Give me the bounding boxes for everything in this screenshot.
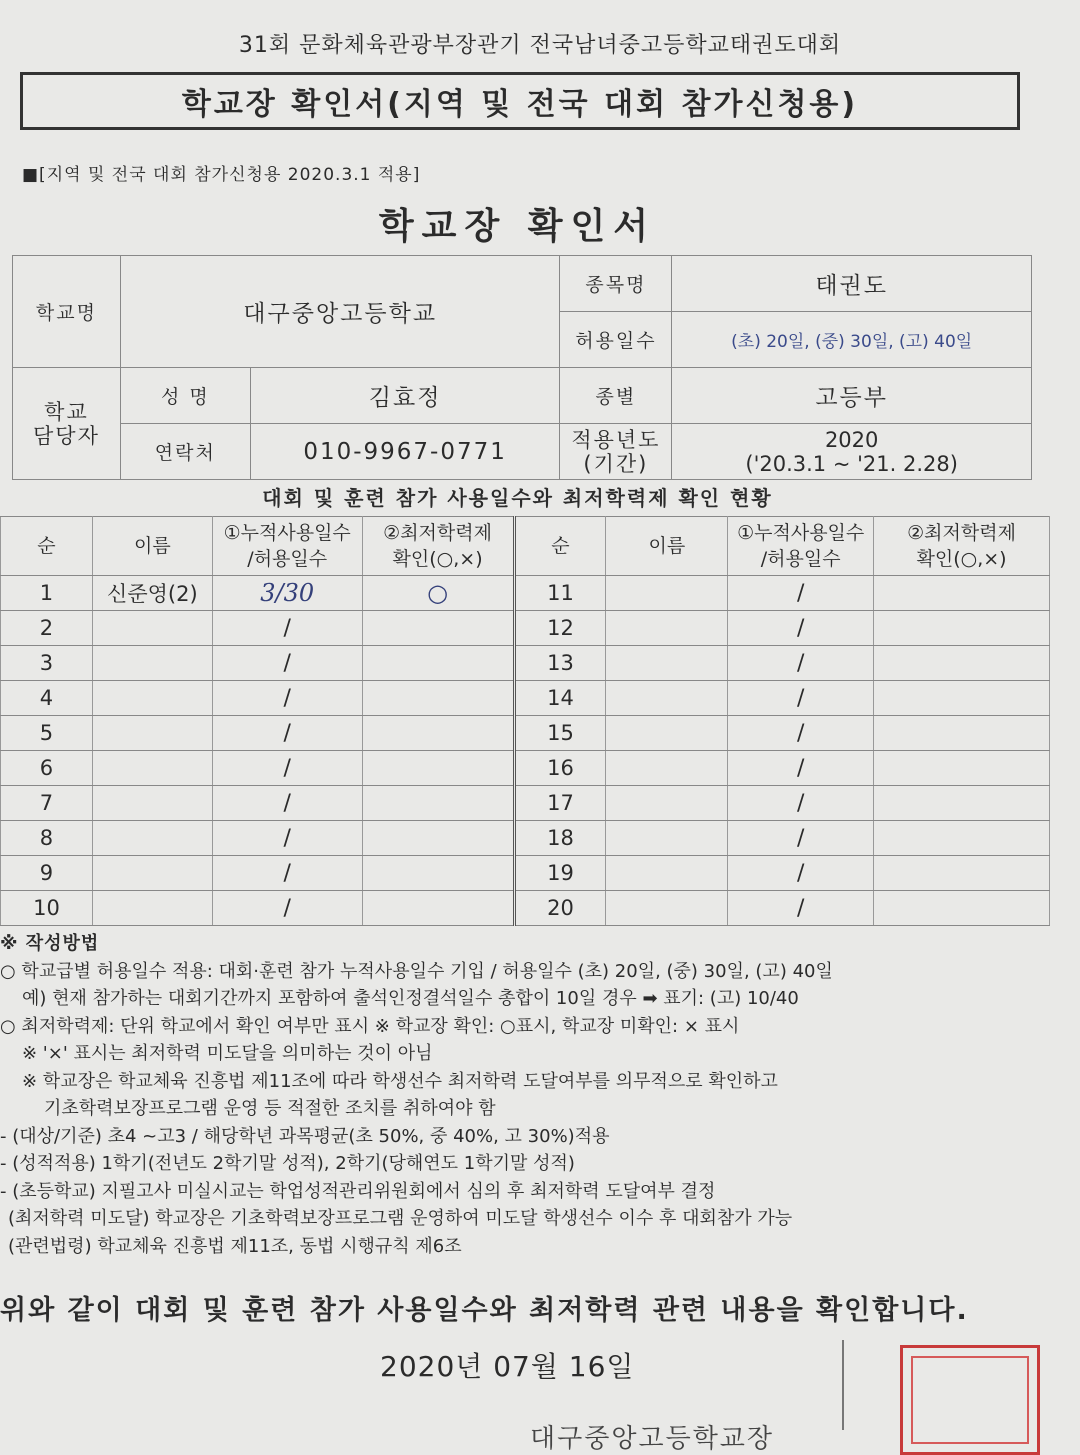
instruction-line: ○ 학교급별 허용일수 적용: 대회·훈련 참가 누적사용일수 기입 / 허용일수 (초) 20일, (중) 30일, (고) 40일: [0, 960, 833, 982]
row-check: [362, 856, 514, 891]
contact-group-label-line1: 학교: [44, 399, 89, 424]
row-uses: /: [212, 646, 362, 681]
table-row: [1, 681, 1050, 716]
header-no-right: 순: [514, 517, 606, 576]
table-row: [1, 891, 1050, 926]
row-uses: /: [212, 786, 362, 821]
row-no: 3: [1, 646, 93, 681]
contact-group-label: [13, 368, 121, 480]
row-name: [606, 576, 728, 611]
row-check: [874, 611, 1050, 646]
division-value: 고등부: [672, 368, 1032, 424]
row-check: [874, 681, 1050, 716]
row-check: [874, 716, 1050, 751]
year-value: [672, 424, 1032, 480]
row-check: [874, 576, 1050, 611]
row-name: [92, 786, 212, 821]
row-no: 14: [514, 681, 606, 716]
event-value: 태권도: [672, 256, 1032, 312]
table-row: [1, 786, 1050, 821]
event-label: 종목명: [560, 256, 672, 312]
row-uses: /: [728, 681, 874, 716]
header-check-line2: 확인(○,×): [392, 548, 483, 570]
school-value: 대구중앙고등학교: [120, 256, 560, 368]
header-uses-right: [728, 517, 874, 576]
name-value: 김효정: [250, 368, 560, 424]
row-check: [874, 786, 1050, 821]
phone-label: 연락처: [120, 424, 250, 480]
principal-name: 대구중앙고등학교장: [530, 1424, 775, 1454]
row-uses: 3/30: [212, 576, 362, 611]
row-name: [606, 821, 728, 856]
instruction-line: 기초학력보장프로그램 운영 등 적절한 조치를 취하여야 함: [44, 1098, 496, 1119]
instruction-line: ○ 최저학력제: 단위 학교에서 확인 여부만 표시 ※ 학교장 확인: ○표시, 학교장 미확인: × 표시: [0, 1015, 740, 1037]
allowance-label: 허용일수: [560, 312, 672, 368]
row-name: [92, 611, 212, 646]
instruction-line: - (성적적용) 1학기(전년도 2학기말 성적), 2학기(당해연도 1학기말 성적): [0, 1153, 575, 1174]
row-name: [606, 786, 728, 821]
row-uses: /: [212, 751, 362, 786]
row-check: [362, 646, 514, 681]
row-no: 10: [1, 891, 93, 926]
allowance-value: (초) 20일, (중) 30일, (고) 40일: [672, 312, 1032, 368]
row-uses: /: [728, 786, 874, 821]
header-check-left: [362, 517, 514, 576]
school-label: 학교명: [13, 256, 121, 368]
row-check: [874, 751, 1050, 786]
year-value-line2: ('20.3.1 ~ '21. 2.28): [745, 451, 958, 476]
row-no: 13: [514, 646, 606, 681]
row-check: [874, 891, 1050, 926]
row-name: [606, 751, 728, 786]
writing-instructions: [0, 930, 1060, 1260]
divider: [842, 1340, 844, 1430]
division-label: 종별: [560, 368, 672, 424]
instructions-heading: ※ 작성방법: [0, 933, 100, 954]
row-name: [92, 751, 212, 786]
row-name: [92, 856, 212, 891]
row-no: 20: [514, 891, 606, 926]
row-uses: /: [728, 646, 874, 681]
row-no: 2: [1, 611, 93, 646]
row-name: [92, 716, 212, 751]
header-uses-line2: /허용일수: [247, 548, 328, 570]
row-no: 9: [1, 856, 93, 891]
row-name: [606, 646, 728, 681]
row-no: 18: [514, 821, 606, 856]
row-uses: /: [212, 891, 362, 926]
table-row: [1, 751, 1050, 786]
school-seal-stamp: [900, 1345, 1040, 1455]
row-no: 6: [1, 751, 93, 786]
page-title: 학교장 확인서: [378, 206, 657, 247]
instruction-line: - (초등학교) 지필고사 미실시교는 학업성적관리위원회에서 심의 후 최저학력 도달여부 결정: [0, 1180, 716, 1202]
row-check: [362, 786, 514, 821]
row-name: [92, 891, 212, 926]
instruction-line: - (대상/기준) 초4 ~고3 / 해당학년 과목평균(초 50%, 중 40%, 고 30%)적용: [0, 1125, 610, 1147]
row-check: [874, 646, 1050, 681]
header-check-line1: ②최저학력제: [383, 522, 492, 544]
row-name: [606, 856, 728, 891]
row-name: [606, 611, 728, 646]
row-check: [362, 716, 514, 751]
row-name: [92, 681, 212, 716]
year-value-line1: 2020: [824, 427, 879, 452]
row-no: 8: [1, 821, 93, 856]
header-uses-left: [212, 517, 362, 576]
row-name: [92, 646, 212, 681]
row-uses: /: [212, 681, 362, 716]
row-name: 신준영(2): [92, 576, 212, 611]
row-no: 4: [1, 681, 93, 716]
year-label: [560, 424, 672, 480]
row-check: [362, 821, 514, 856]
roster-table: [0, 516, 1050, 926]
signature-date: 2020년 07월 16일: [380, 1350, 635, 1383]
table-row: [1, 611, 1050, 646]
row-name: [606, 891, 728, 926]
header-uses-line1: ①누적사용일수: [737, 522, 865, 544]
row-uses: /: [212, 611, 362, 646]
header-name-right: 이름: [606, 517, 728, 576]
row-check: [362, 681, 514, 716]
row-no: 7: [1, 786, 93, 821]
header-name-left: 이름: [92, 517, 212, 576]
row-uses: /: [728, 576, 874, 611]
row-no: 16: [514, 751, 606, 786]
row-no: 15: [514, 716, 606, 751]
competition-title: 31회 문화체육관광부장관기 전국남녀중고등학교태권도대회: [238, 33, 842, 58]
row-no: 1: [1, 576, 93, 611]
row-uses: /: [728, 751, 874, 786]
year-label-line1: 적용년도: [571, 427, 661, 452]
header-uses-line1: ①누적사용일수: [223, 522, 351, 544]
row-no: 11: [514, 576, 606, 611]
header-check-right: [874, 517, 1050, 576]
row-check: [362, 751, 514, 786]
row-check: [362, 891, 514, 926]
row-uses: /: [212, 821, 362, 856]
phone-value: 010-9967-0771: [250, 424, 560, 480]
year-label-line2: (기간): [583, 451, 649, 476]
school-info-table: [12, 255, 1032, 480]
row-no: 5: [1, 716, 93, 751]
row-no: 19: [514, 856, 606, 891]
table-row: [1, 646, 1050, 681]
table-row: [1, 716, 1050, 751]
row-name: [92, 821, 212, 856]
table-row: [1, 856, 1050, 891]
contact-group-label-line2: 담당자: [33, 423, 100, 448]
table-row: [1, 821, 1050, 856]
confirmation-statement: 위와 같이 대회 및 훈련 참가 사용일수와 최저학력 관련 내용을 확인합니다.: [0, 1295, 969, 1326]
row-name: [606, 681, 728, 716]
row-uses: /: [728, 891, 874, 926]
application-note: ■[지역 및 전국 대회 참가신청용 2020.3.1 적용]: [22, 165, 421, 185]
instruction-line: (최저학력 미도달) 학교장은 기초학력보장프로그램 운영하여 미도달 학생선수 이수 후 대회참가 가능: [8, 1208, 793, 1229]
name-label: 성 명: [120, 368, 250, 424]
roster-header-row: [1, 517, 1050, 576]
row-uses: /: [728, 821, 874, 856]
document-box-title: 학교장 확인서(지역 및 전국 대회 참가신청용): [20, 72, 1020, 130]
row-name: [606, 716, 728, 751]
row-no: 17: [514, 786, 606, 821]
seal-inner-border: [911, 1356, 1029, 1444]
instruction-line: 예) 현재 참가하는 대회기간까지 포함하여 출석인정결석일수 총합이 10일 경우 ➡ 표기: (고) 10/40: [22, 988, 799, 1009]
section-title: 대회 및 훈련 참가 사용일수와 최저학력제 확인 현황: [262, 486, 773, 510]
row-uses: /: [728, 856, 874, 891]
header-check-line2: 확인(○,×): [916, 548, 1007, 570]
header-check-line1: ②최저학력제: [907, 522, 1016, 544]
row-uses: /: [728, 716, 874, 751]
instruction-line: ※ '×' 표시는 최저학력 미도달을 의미하는 것이 아님: [22, 1043, 433, 1064]
row-check: [874, 821, 1050, 856]
row-check: ○: [362, 576, 514, 611]
row-check: [362, 611, 514, 646]
row-check: [874, 856, 1050, 891]
row-uses: /: [212, 716, 362, 751]
row-uses: /: [212, 856, 362, 891]
instruction-line: (관련법령) 학교체육 진흥법 제11조, 동법 시행규칙 제6조: [8, 1235, 462, 1257]
header-uses-line2: /허용일수: [760, 548, 841, 570]
header-no-left: 순: [1, 517, 93, 576]
instruction-line: ※ 학교장은 학교체육 진흥법 제11조에 따라 학생선수 최저학력 도달여부를 의무적으로 확인하고: [22, 1070, 778, 1092]
table-row: [1, 576, 1050, 611]
row-uses: /: [728, 611, 874, 646]
row-no: 12: [514, 611, 606, 646]
